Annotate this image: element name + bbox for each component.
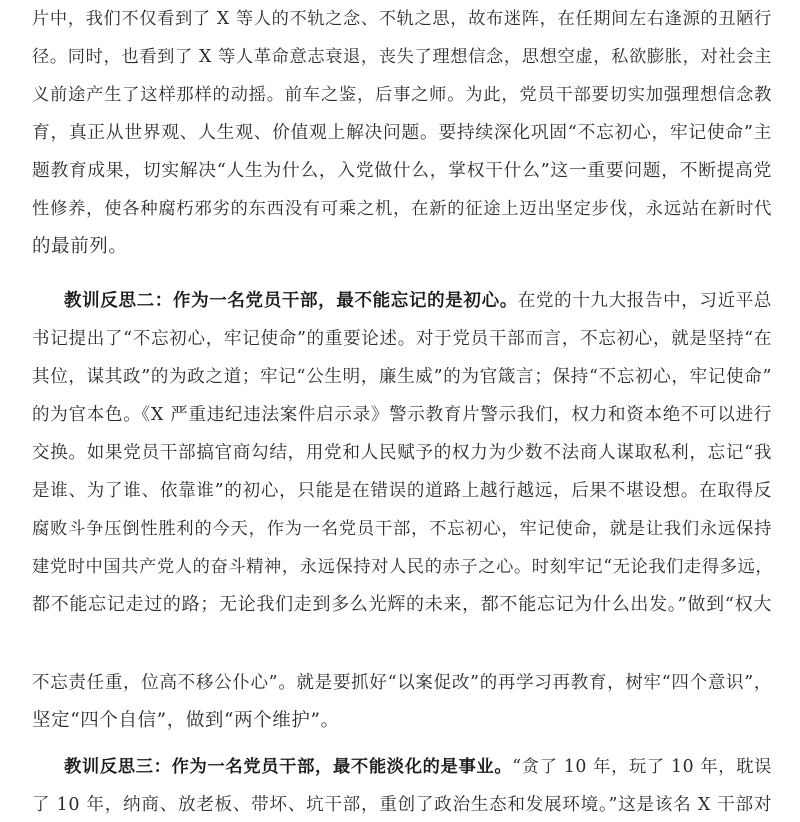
paragraph-2-heading: 教训反思二：作为一名党员干部，最不能忘记的是初心。: [64, 291, 518, 311]
paragraph-2-line-1-rest: 在党的十九大报告中，习近平总: [517, 291, 772, 311]
paragraph-2-line-2: 书记提出了“不忘初心，牢记使命”的重要论述。对于党员干部而言，不忘初心，就是坚持“在: [32, 329, 772, 349]
paragraph-2-line-5: 交换。如果党员干部搞官商勾结，用党和人民赋予的权力为少数不法商人谋取私利，忘记“我: [32, 443, 772, 463]
paragraph-2-line-7: 腐败斗争压倒性胜利的今天，作为一名党员干部，不忘初心，牢记使命，就是让我们永远保持: [32, 519, 772, 539]
paragraph-1-line-5: 题教育成果，切实解决“人生为什么，入党做什么，掌权干什么”这一重要问题，不断提高党: [32, 161, 772, 181]
paragraph-1-line-4: 育，真正从世界观、人生观、价值观上解决问题。要持续深化巩固“不忘初心，牢记使命”主: [32, 123, 772, 143]
paragraph-3-line-2: 坚定“四个自信”，做到“两个维护”。: [32, 710, 340, 731]
paragraph-1-line-2: 径。同时，也看到了 X 等人革命意志衰退，丧失了理想信念，思想空虚，私欲膨胀，对社会主: [32, 47, 772, 67]
paragraph-2-line-8: 建党时中国共产党人的奋斗精神，永远保持对人民的赤子之心。时刻牢记“无论我们走得多远，: [32, 557, 774, 577]
paragraph-2-line-3: 其位，谋其政”的为政之道；牢记“公生明，廉生威”的为官箴言；保持“不忘初心，牢记使命”: [32, 367, 772, 387]
paragraph-2-line-1: [64, 284, 772, 318]
paragraph-3-line-1: 不忘责任重，位高不移公仆心”。就是要抓好“以案促改”的再学习再教育，树牢“四个意识”，: [32, 673, 772, 693]
paragraph-4-line-2: 了 10 年，纳商、放老板、带坏、坑干部，重创了政治生态和发展环境。”这是该名 X 干部对: [32, 795, 772, 815]
paragraph-4-line-1: [64, 750, 772, 784]
paragraph-1-line-7: 的最前列。: [32, 236, 128, 257]
paragraph-2-line-9: 都不能忘记走过的路；无论我们走到多么光辉的未来，都不能忘记为什么出发。”做到“权大: [32, 594, 772, 615]
paragraph-2-line-6: 是谁、为了谁、依靠谁”的初心，只能是在错误的道路上越行越远，后果不堪设想。在取得反: [32, 481, 772, 501]
paragraph-1-line-3: 义前途产生了这样那样的动摇。前车之鉴，后事之师。为此，党员干部要切实加强理想信念教: [32, 85, 772, 105]
paragraph-1-line-6: 性修养，使各种腐朽邪劣的东西没有可乘之机，在新的征途上迈出坚定步伐，永远站在新时代: [32, 199, 772, 219]
paragraph-2-line-4: 的为官本色。《X 严重违纪违法案件启示录》警示教育片警示我们，权力和资本绝不可以进行: [32, 405, 772, 425]
paragraph-1-line-1: 片中，我们不仅看到了 X 等人的不轨之念、不轨之思，故布迷阵，在任期间左右逢源的丑陋行: [32, 9, 772, 29]
paragraph-4-line-1-rest: “贪了 10 年，玩了 10 年，耽误: [512, 757, 772, 777]
paragraph-4-heading: 教训反思三：作为一名党员干部，最不能淡化的是事业。: [64, 757, 513, 777]
